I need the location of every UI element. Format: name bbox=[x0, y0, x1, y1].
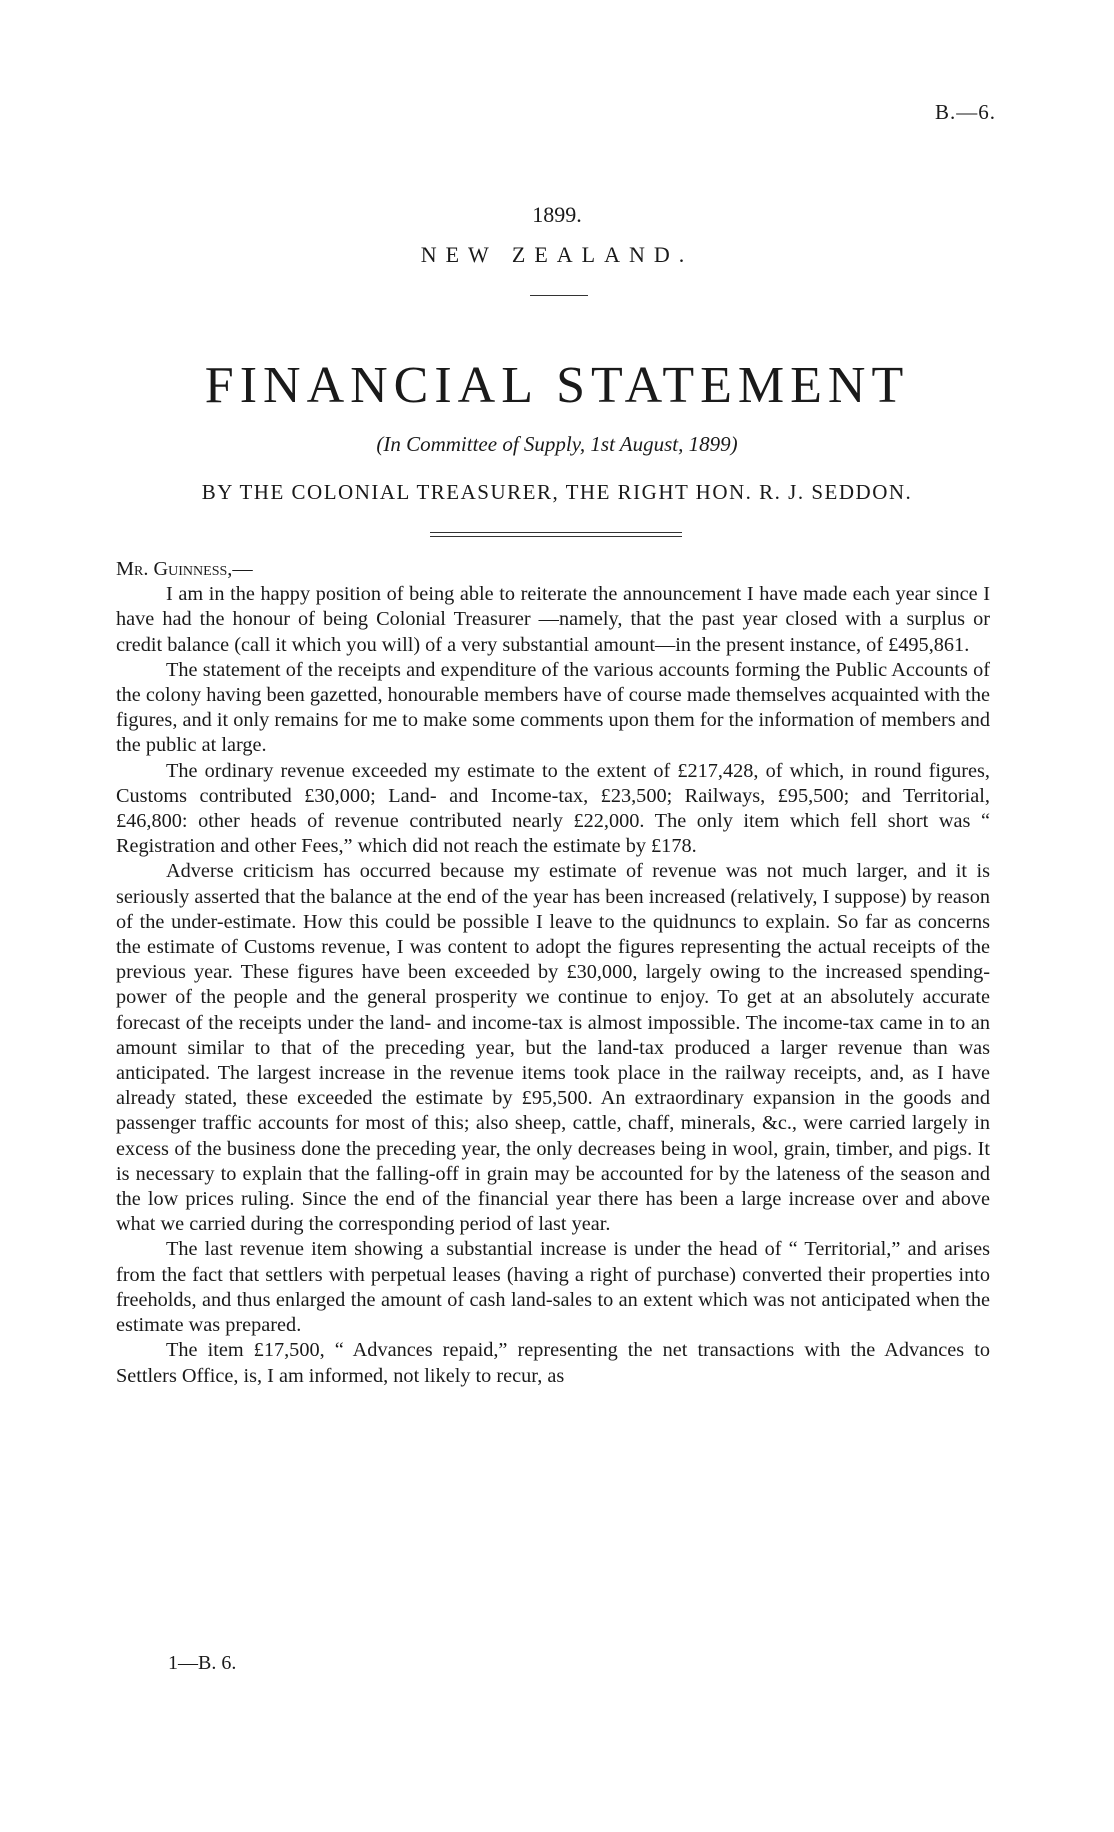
signature-reference: 1—B. 6. bbox=[168, 1652, 237, 1674]
paragraph: The last revenue item showing a substantial increase is under the head of “ Territorial,” and arises from the fact that settlers with perpetual leases (having a right of purchase) converted their properties into freeholds, and thus enlarged the amount of cash land-sales to an extent which was not anticipated when the estimate was prepared. bbox=[116, 1238, 990, 1337]
paragraph: The statement of the receipts and expenditure of the various accounts forming the Public Accounts of the colony having been gazetted, honourable members have of course made themselves acquainted with the figures, and it only remains for me to make some comments upon them for the information of members and the public at large. bbox=[116, 658, 990, 757]
body-text bbox=[116, 557, 990, 1389]
document-country: NEW ZEALAND. bbox=[420, 242, 694, 267]
document-byline: BY THE COLONIAL TREASURER, THE RIGHT HON. R. J. SEDDON. bbox=[201, 480, 913, 504]
short-divider bbox=[530, 295, 588, 296]
document-year: 1899. bbox=[532, 202, 582, 227]
paragraph: The item £17,500, “ Advances repaid,” representing the net transactions with the Advances to Settlers Office, is, I am informed, not likely to recur, as bbox=[116, 1339, 990, 1387]
double-divider bbox=[430, 532, 682, 537]
document-title: FINANCIAL STATEMENT bbox=[204, 357, 910, 414]
page-reference: B.—6. bbox=[934, 100, 996, 124]
salutation: Mr. Guinness,— bbox=[116, 558, 253, 580]
paragraph: I am in the happy position of being able to reiterate the announcement I have made each year since I have had the honour of being Colonial Treasurer —namely, that the past year closed with a surplus or credit balance (call it which you will) of a very substantial amount—in the present instance, of £495,861. bbox=[116, 583, 990, 656]
paragraph: Adverse criticism has occurred because my estimate of revenue was not much larger, and it is seriously asserted that the balance at the end of the year has been increased (relatively, I suppose) by reason of the under-estimate. How this could be possible I leave to the quidnuncs to explain. So far as concerns the estimate of Customs revenue, I was content to adopt the figures representing the actual receipts of the previous year. These figures have been exceeded by £30,000, largely owing to the increased spending-power of the people and the general prosperity we continue to enjoy. To get at an absolutely accurate forecast of the receipts under the land- and income-tax is almost impossible. The income-tax came in to an amount similar to that of the preceding year, but the land-tax produced a larger revenue than was anticipated. The largest increase in the revenue items took place in the railway receipts, and, as I have already stated, these exceeded the estimate by £95,500. An extraordinary expansion in the goods and passenger traffic accounts for most of this; also sheep, cattle, chaff, minerals, &c., were carried largely in excess of the business done the preceding year, the only decreases being in wool, grain, timber, and pigs. It is necessary to explain that the falling-off in grain may be accounted for by the lateness of the season and the low prices ruling. Since the end of the financial year there has been a large increase over and above what we carried during the corresponding period of last year. bbox=[116, 860, 990, 1236]
paragraph: The ordinary revenue exceeded my estimate to the extent of £217,428, of which, in round figures, Customs contributed £30,000; Land- and Income-tax, £23,500; Railways, £95,500; and Territorial, £46,800: other heads of revenue contributed nearly £22,000. The only item which fell short was “ Registration and other Fees,” which did not reach the estimate by £178. bbox=[116, 759, 990, 858]
document-subtitle: (In Committee of Supply, 1st August, 1899) bbox=[376, 432, 738, 456]
